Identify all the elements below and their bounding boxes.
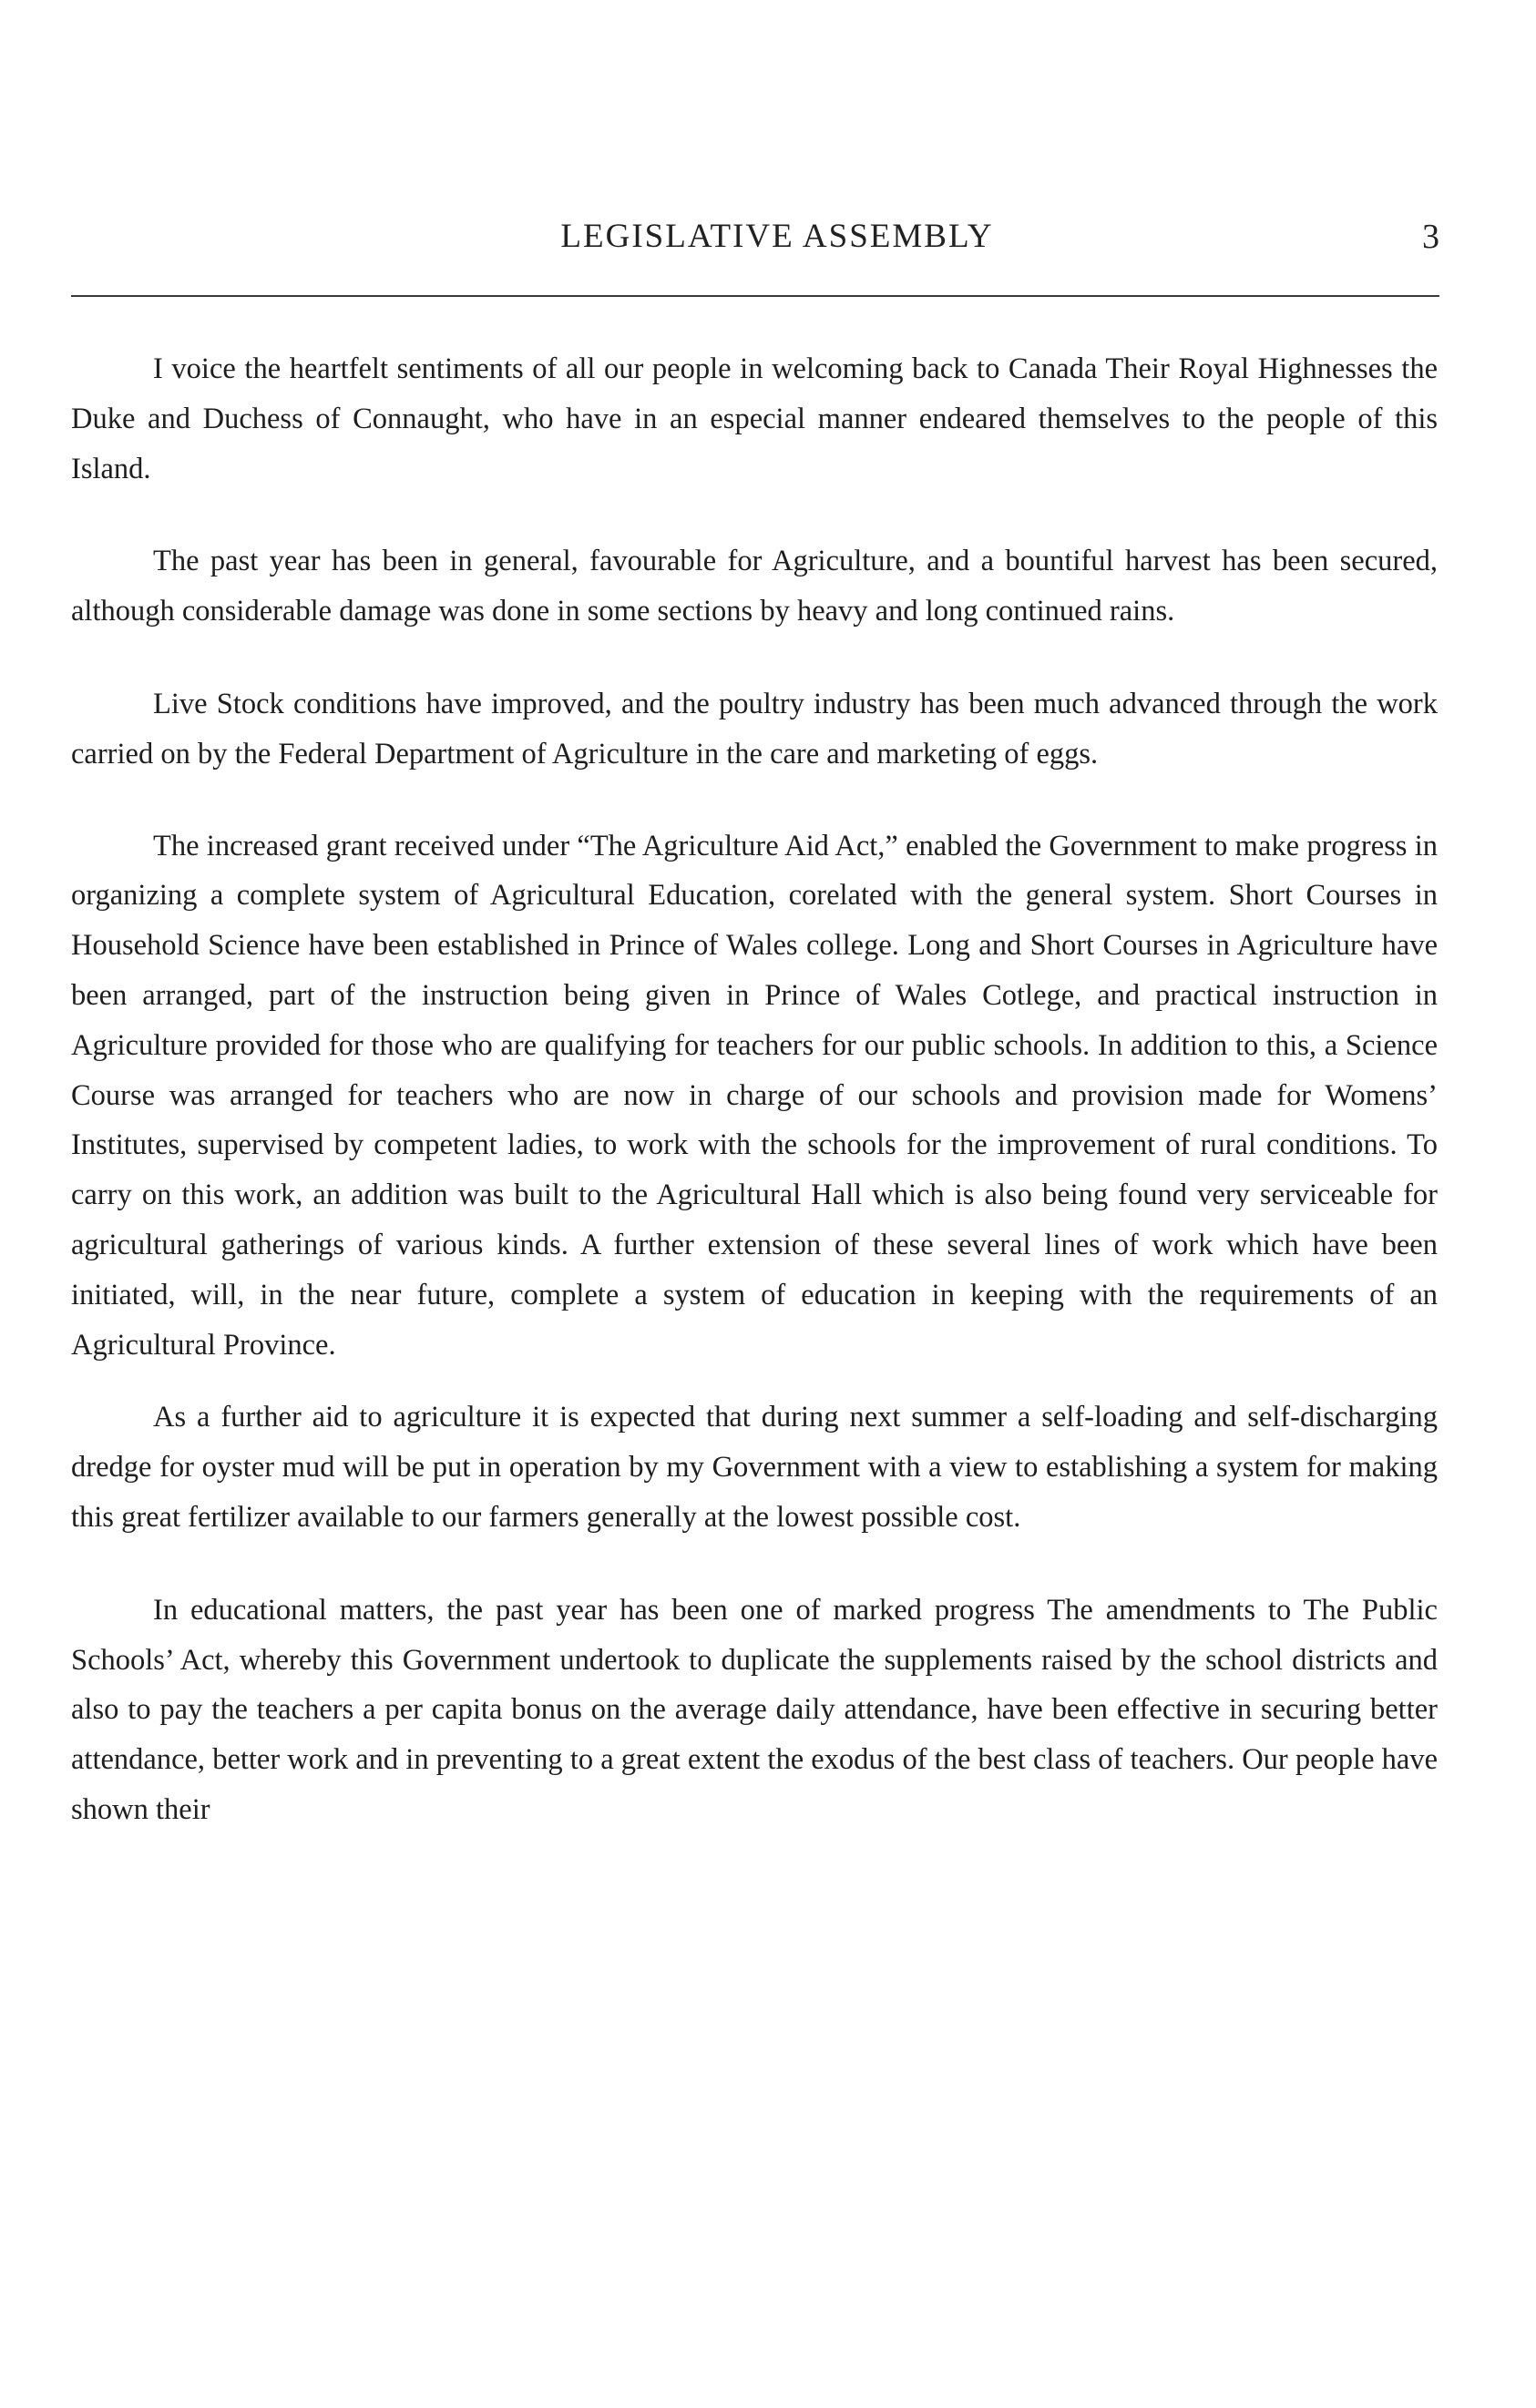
header-divider bbox=[71, 295, 1439, 297]
paragraph-oyster-dredge: As a further aid to agriculture it is expected that during next summer a self-loading and self-discharging dredge for oyster mud will be put in operation by my Government with a view to establishing a system for making this great fertilizer available to our farmers generally at the lowest possible cost. bbox=[71, 1401, 1438, 1534]
paragraph-educational-matters: In educational matters, the past year has been one of marked progress The amendments to The Public Schools’ Act, whereby this Government undertook to duplicate the supplements raised by the school districts and also to pay the teachers a per capita bonus on the average daily attendance, have been effective in securing better attendance, better work and in preventing to a great extent the exodus of the best class of teachers. Our people have shown their bbox=[71, 1593, 1438, 1826]
paragraph-harvest: The past year has been in general, favourable for Agriculture, and a bountiful harvest has been secured, although considerable damage was done in some sections by heavy and long continued rains. bbox=[71, 545, 1438, 628]
page-title: LEGISLATIVE ASSEMBLY bbox=[560, 218, 994, 255]
running-header bbox=[71, 206, 1439, 260]
page-number: 3 bbox=[1422, 218, 1439, 256]
paragraph-live-stock: Live Stock conditions have improved, and the poultry industry has been much advanced through the work carried on by the Federal Department of Agriculture in the care and marketing of eggs. bbox=[71, 687, 1438, 770]
paragraph-agriculture-education: The increased grant received under “The Agriculture Aid Act,” enabled the Government to make progress in organizing a complete system of Agricultural Education, corelated with the general system. Short Courses in Household Science have been established in Prince of Wales college. Long and Short Courses in Agriculture have been arranged, part of the instruction being given in Prince of Wales Cotlege, and practical instruction in Agriculture provided for those who are qualifying for teachers for our public schools. In addition to this, a Science Course was arranged for teachers who are now in charge of our schools and provision made for Womens’ Institutes, supervised by competent ladies, to work with the schools for the improvement of rural conditions. To carry on this work, an addition was built to the Agricultural Hall which is also being found very serviceable for agricultural gatherings of various kinds. A further extension of these several lines of work which have been initiated, will, in the near future, complete a system of education in keeping with the requirements of an Agricultural Province. bbox=[71, 829, 1438, 1362]
paragraph-welcome: I voice the heartfelt sentiments of all our people in welcoming back to Canada Their Royal Highnesses the Duke and Duchess of Connaught, who have in an especial manner endeared themselves to the people of this Island. bbox=[71, 352, 1438, 485]
body-text bbox=[71, 344, 1438, 1835]
